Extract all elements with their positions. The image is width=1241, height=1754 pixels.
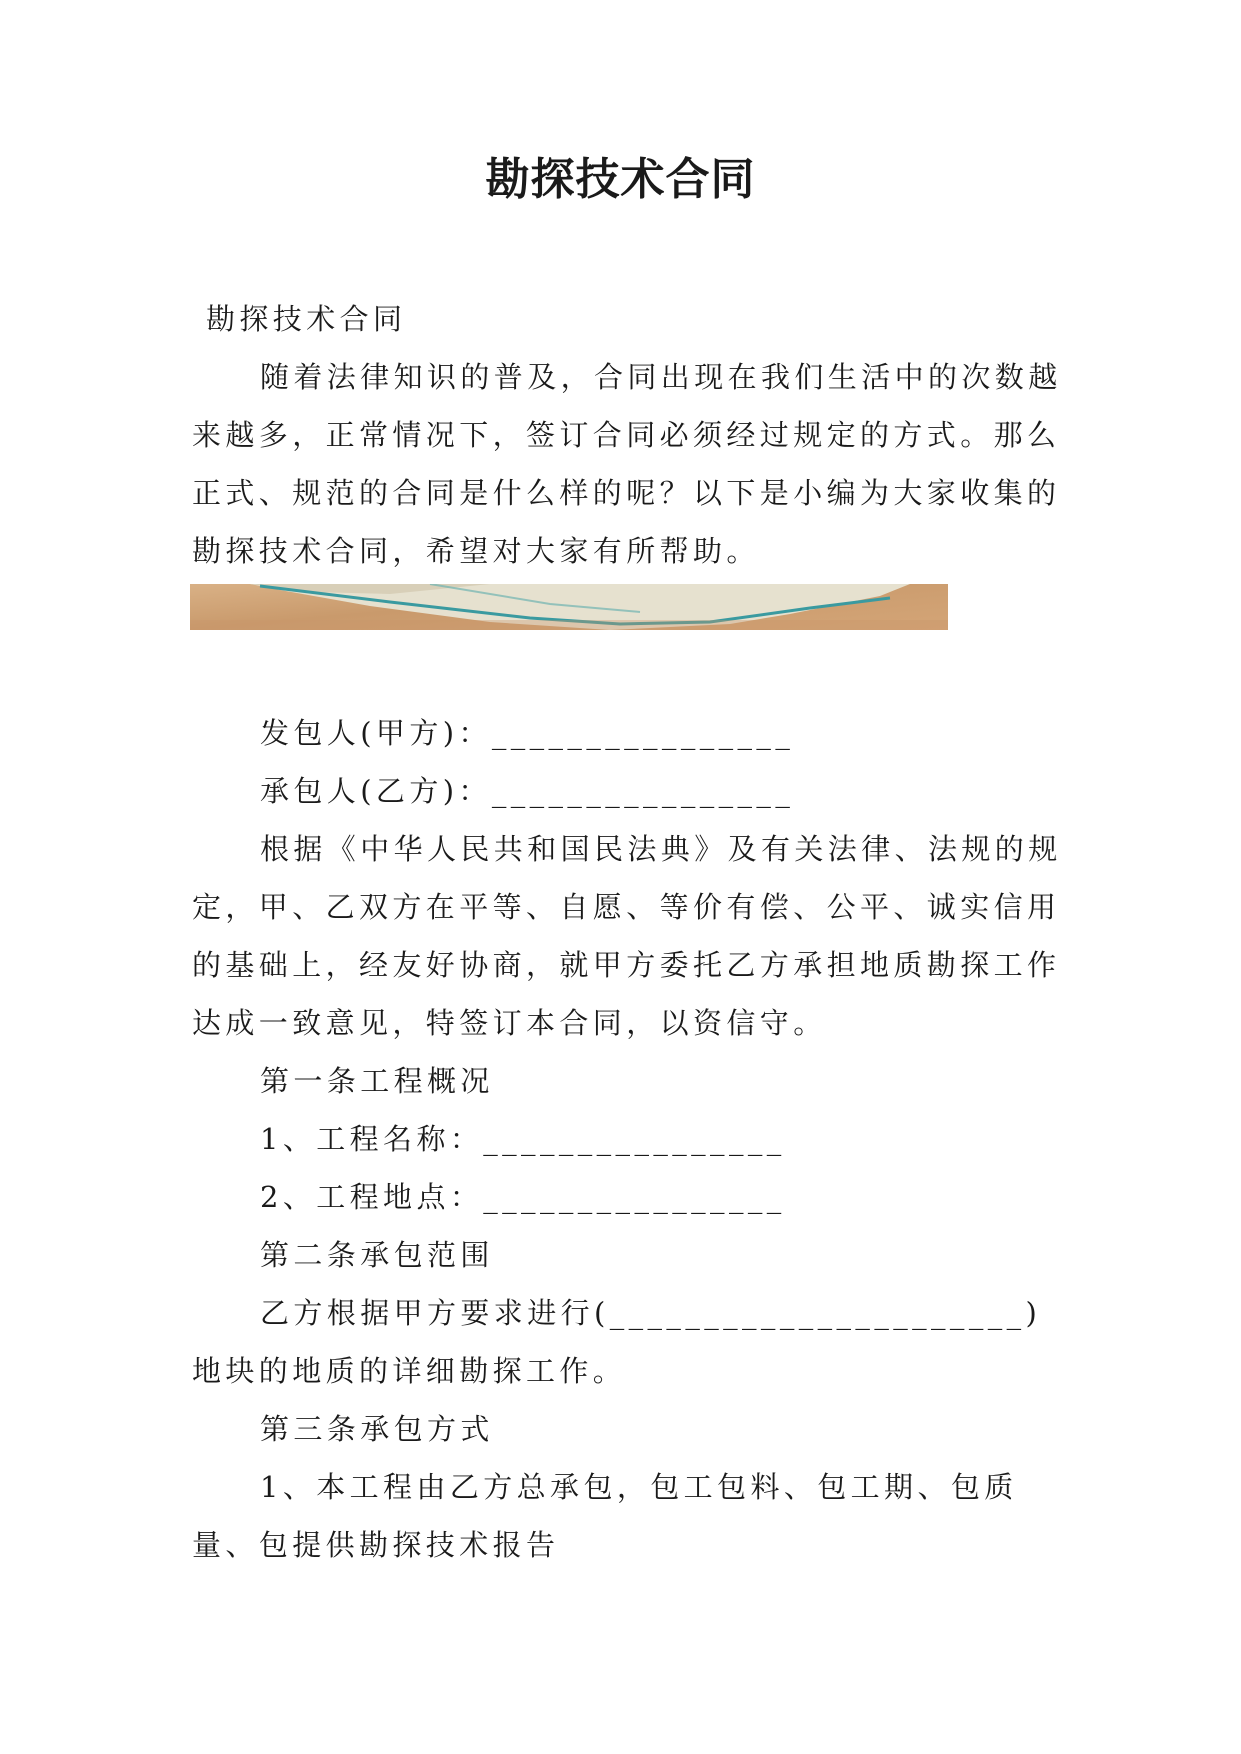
basis-paragraph: 根据《中华人民共和国民法典》及有关法律、法规的规定，甲、乙双方在平等、自愿、等价有偿、公平、诚实信用的基础上，经友好协商，就甲方委托乙方承担地质勘探工作达成一致意见，特签订本合同，以资信守。	[192, 832, 1062, 1040]
document-body	[192, 290, 1072, 1574]
subtitle-paragraph: 勘探技术合同	[206, 302, 407, 336]
document-title: 勘探技术合同	[485, 154, 756, 205]
scope-paragraph: 乙方根据甲方要求进行(______________________)地块的地质的详细勘探工作。	[192, 1296, 1042, 1388]
project-name-line: 1、工程名称：________________	[260, 1122, 786, 1156]
spacer	[192, 630, 1072, 704]
project-location-line: 2、工程地点：________________	[260, 1180, 786, 1214]
party-b-line: 承包人(乙方)：________________	[260, 774, 795, 808]
article-3-heading: 第三条承包方式	[260, 1412, 494, 1446]
document-photo-icon	[190, 584, 948, 630]
intro-paragraph: 随着法律知识的普及，合同出现在我们生活中的次数越来越多，正常情况下，签订合同必须经过规定的方式。那么正式、规范的合同是什么样的呢？以下是小编为大家收集的勘探技术合同，希望对大家有所帮助。	[192, 360, 1062, 568]
party-a-line: 发包人(甲方)：________________	[260, 716, 795, 750]
contract-method-paragraph: 1、本工程由乙方总承包，包工包料、包工期、包质量、包提供勘探技术报告	[192, 1470, 1018, 1562]
article-1-heading: 第一条工程概况	[260, 1064, 494, 1098]
article-2-heading: 第二条承包范围	[260, 1238, 494, 1272]
